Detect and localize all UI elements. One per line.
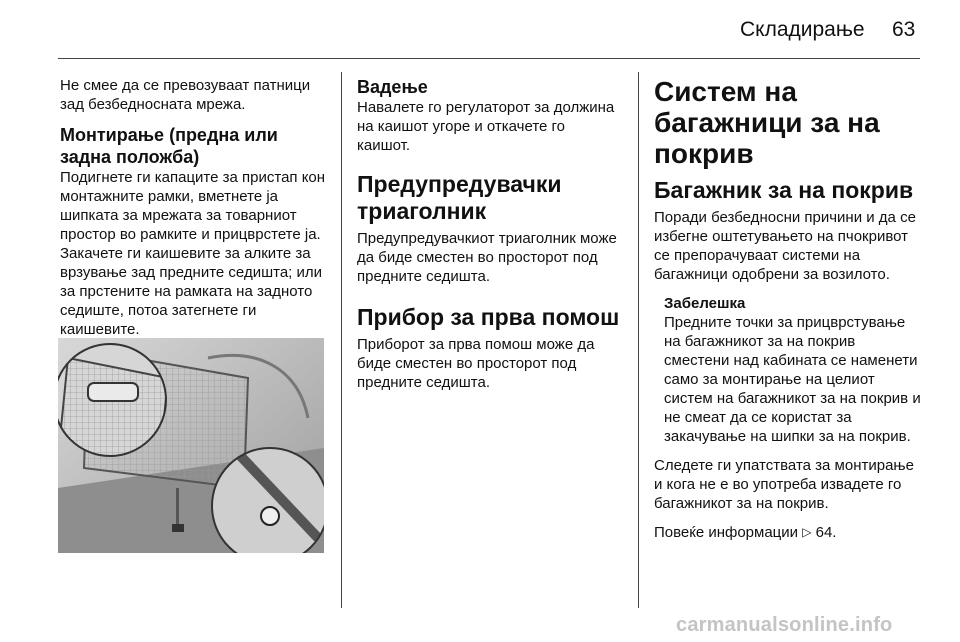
header-title: Складирање bbox=[740, 18, 865, 41]
reference-arrow-icon: ▷ bbox=[802, 525, 812, 539]
more-info-page-link[interactable]: 64. bbox=[815, 524, 837, 541]
more-info-label: Повеќе информации bbox=[654, 524, 799, 541]
column-3 bbox=[654, 76, 922, 552]
column-1 bbox=[60, 76, 328, 349]
note-heading: Забелешка bbox=[664, 295, 746, 312]
page-number: 63 bbox=[892, 18, 916, 41]
roof-rack-heading: Багажник за на покрив bbox=[654, 177, 914, 203]
section-title: Систем на багажници за на покрив bbox=[654, 76, 880, 169]
cargo-net-mounting-illustration bbox=[58, 338, 324, 553]
watermark: carmanualsonline.info bbox=[676, 614, 893, 636]
column-divider-2 bbox=[638, 72, 639, 608]
first-aid-body: Приборот за прва помош може да биде сместен во просторот под предните седишта. bbox=[357, 336, 595, 391]
intro-text: Не смее да се превозуваат патници зад безбедносната мрежа. bbox=[60, 77, 311, 113]
note-body: Предните точки за прицврстување на багажникот за на покрив сместени над кабината се наменети само за монтирање на целиот систем на багажникот за на покрив и не смеат да се користат за закачување на шипки за на покрив. bbox=[664, 314, 921, 445]
column-divider-1 bbox=[341, 72, 342, 608]
instructions-text: Следете ги упатствата за монтирање и кога не е во употреба извадете го багажникот за на покрив. bbox=[654, 457, 914, 512]
note-block bbox=[664, 294, 922, 446]
warning-triangle-body: Предупредувачкиот триаголник може да биде сместен во просторот под предните седишта. bbox=[357, 230, 617, 285]
column-2 bbox=[357, 76, 621, 402]
mounting-body: Подигнете ги капаците за пристап кон монтажните рамки, вметнете ја шипката за мрежата за товарниот простор во рамките и прицврстете ја. Закачете ги каишевите за алките за врзување зад предните седишта; или за прстените на рамката на задното седиште, потоа затегнете ги каишевите. bbox=[60, 169, 326, 338]
header-rule bbox=[58, 58, 920, 59]
removal-body: Навалете го регулаторот за должина на каишот угоре и откачете го каишот. bbox=[357, 99, 615, 154]
warning-triangle-heading: Предупредувачки триаголник bbox=[357, 171, 562, 224]
more-info bbox=[654, 523, 922, 542]
roof-rack-body: Поради безбедносни причини и да се избегне оштетувањето на пчокривот се препорачуваат системи на багажници одобрени за возилото. bbox=[654, 209, 916, 283]
removal-heading: Вадење bbox=[357, 77, 428, 97]
first-aid-heading: Прибор за прва помош bbox=[357, 304, 620, 330]
mounting-heading: Монтирање (предна или задна положба) bbox=[60, 125, 278, 167]
